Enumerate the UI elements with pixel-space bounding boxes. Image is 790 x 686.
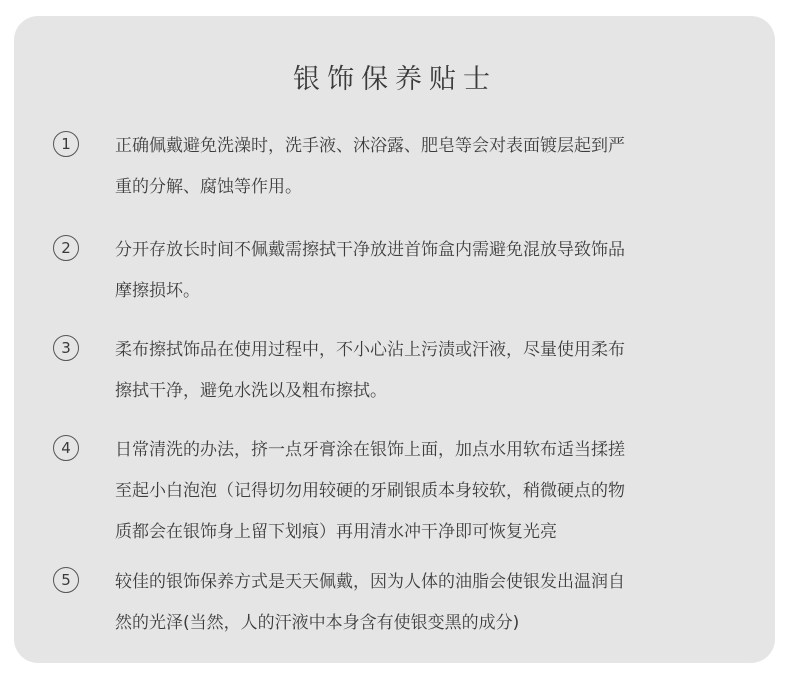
tip-text xyxy=(115,562,717,644)
tip-line: 正确佩戴避免洗澡时，洗手液、沐浴露、肥皂等会对表面镀层起到严 xyxy=(115,136,625,156)
tip-text xyxy=(115,430,717,553)
tip-line: 质都会在银饰身上留下划痕）再用清水冲干净即可恢复光亮 xyxy=(115,522,557,542)
tip-line: 分开存放长时间不佩戴需擦拭干净放进首饰盒内需避免混放导致饰品 xyxy=(115,240,625,260)
tip-line: 柔布擦拭饰品在使用过程中，不小心沾上污渍或汗液，尽量使用柔布 xyxy=(115,340,625,360)
tip-number-badge: 4 xyxy=(53,435,79,461)
tip-line: 重的分解、腐蚀等作用。 xyxy=(115,177,302,197)
tip-number-badge: 1 xyxy=(53,131,79,157)
tip-text xyxy=(115,330,717,412)
tip-line: 然的光泽(当然，人的汗液中本身含有使银变黑的成分) xyxy=(115,613,520,633)
page-title: 银饰保养贴士 xyxy=(293,64,497,95)
tip-line: 擦拭干净，避免水洗以及粗布擦拭。 xyxy=(115,381,387,401)
tip-line: 较佳的银饰保养方式是天天佩戴，因为人体的油脂会使银发出温润自 xyxy=(115,572,625,592)
tip-line: 摩擦损坏。 xyxy=(115,281,200,301)
tip-number-badge: 2 xyxy=(53,235,79,261)
tip-number-badge: 5 xyxy=(53,567,79,593)
tip-number-badge: 3 xyxy=(53,335,79,361)
tip-line: 至起小白泡泡（记得切勿用较硬的牙刷银质本身较软，稍微硬点的物 xyxy=(115,481,625,501)
tip-line: 日常清洗的办法，挤一点牙膏涂在银饰上面，加点水用软布适当揉搓 xyxy=(115,440,625,460)
tip-text xyxy=(115,230,717,312)
tip-text xyxy=(115,126,717,208)
